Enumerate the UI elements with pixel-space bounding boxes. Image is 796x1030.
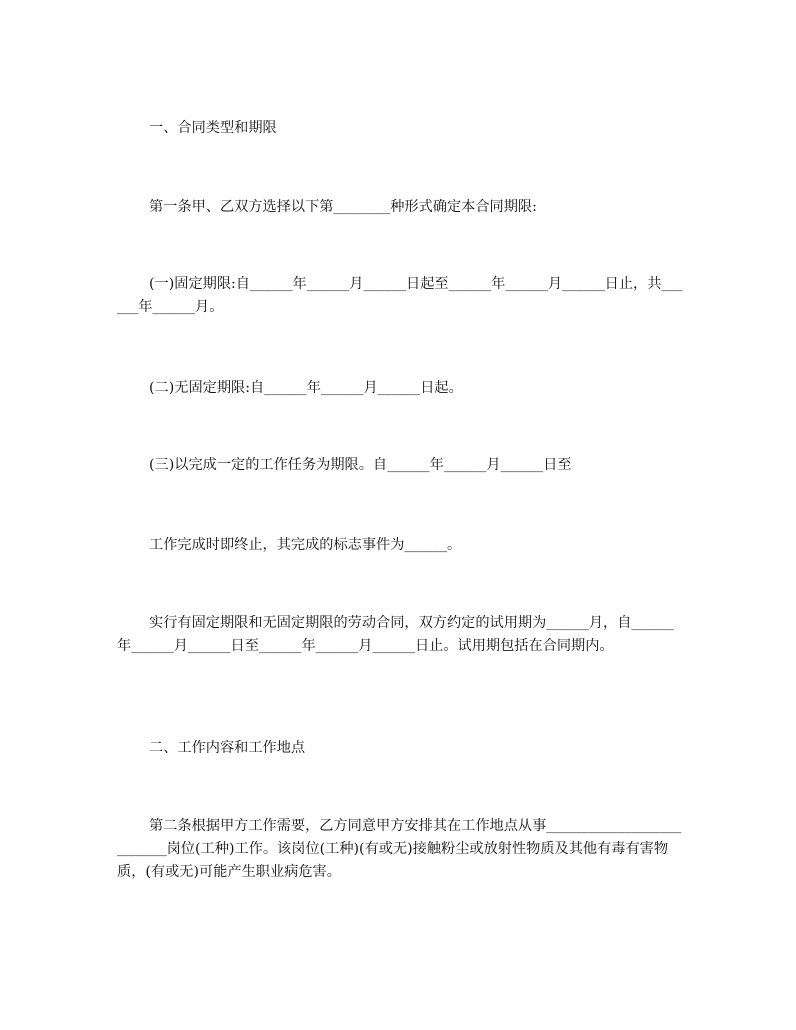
section-heading-work-content: 二、工作内容和工作地点 <box>149 740 306 756</box>
article-1-paragraph: 第一条甲、乙双方选择以下第________种形式确定本合同期限: <box>149 199 537 215</box>
open-term-paragraph: (二)无固定期限:自______年______月______日起。 <box>149 380 463 396</box>
task-completion-paragraph: 工作完成时即终止，其完成的标志事件为______。 <box>149 537 462 553</box>
section-heading-contract-type: 一、合同类型和期限 <box>149 120 277 136</box>
task-term-paragraph: (三)以完成一定的工作任务为期限。自______年______月______日至 <box>149 457 572 473</box>
article-2-paragraph: 第二条根据甲方工作需要，乙方同意甲方安排其在工作地点从事__________________________岗位(工种)工作。该岗位(工种)(有或无)接触粉尘或放射性物质及其他有毒有害物质，(有或无)可能产生职业病危害。 <box>117 818 682 880</box>
fixed-term-paragraph: (一)固定期限:自______年______月______日起至______年______月______日止，共______年______月。 <box>117 276 683 315</box>
probation-paragraph: 实行有固定期限和无固定期限的劳动合同，双方约定的试用期为______月，自______年______月______日至______年______月______日止。试用期包括在合同期内。 <box>117 615 674 654</box>
